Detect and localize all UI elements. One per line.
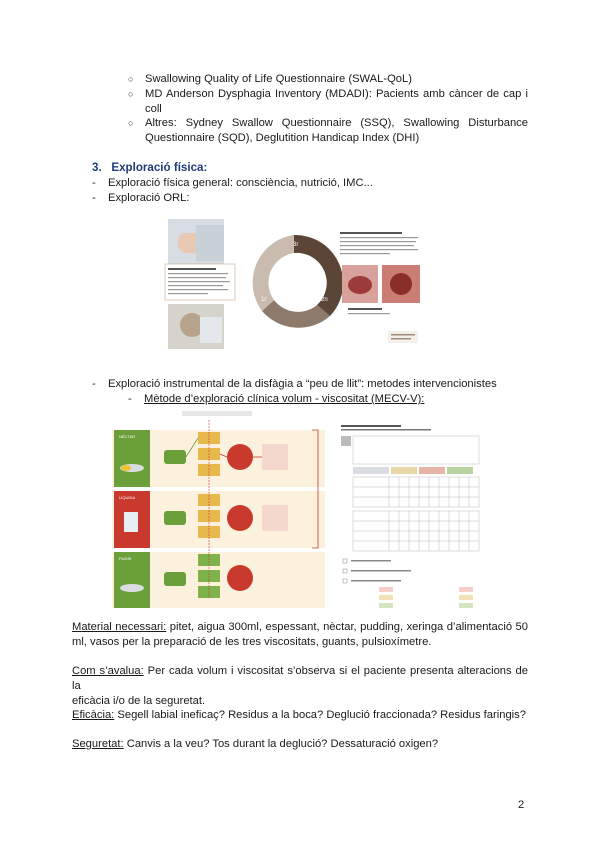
- donut-label-3r: 3r: [293, 242, 299, 248]
- stop-node: [227, 565, 253, 591]
- questionnaire-text: Swallowing Quality of Life Questionnaire (SWAL-QoL): [145, 73, 412, 85]
- efficacy-paragraph: [72, 708, 532, 723]
- questionnaire-text-line: Questionnaire (SQD), Deglutition Handicap Index (DHI): [145, 132, 420, 144]
- header-label: [182, 411, 252, 416]
- paragraph-label: Com s’avalua:: [72, 665, 144, 677]
- orl-figure-graphic: [162, 213, 428, 355]
- paragraph-text: pitet, aigua 300ml, espessant, nèctar, pudding, xeringa d’alimentació 50: [166, 621, 528, 633]
- row-name: PUDIN: [119, 556, 132, 561]
- dash-bullet: -: [92, 378, 96, 390]
- paragraph-label: Material necessari:: [72, 621, 167, 633]
- questionnaire-text-line: coll: [145, 103, 162, 115]
- sheet-title-line: [341, 425, 401, 427]
- circle-bullet: ○: [128, 118, 134, 128]
- text-line: [168, 293, 208, 294]
- questionnaire-text-line: MD Anderson Dysphagia Inventory (MDADI): Pacients amb càncer de cap i: [145, 88, 528, 100]
- paragraph-text: Canvis a la veu? Tos durant la deglució? Dessaturació oxigen?: [123, 738, 439, 750]
- sheet-checkbox: [341, 436, 351, 446]
- mecv-flowchart-figure: [112, 408, 325, 608]
- nectar-icon: [121, 465, 131, 471]
- header-cell: [353, 467, 389, 474]
- section-3-item-1: [92, 176, 373, 191]
- row-name: LÍQUIDA: [119, 495, 136, 500]
- item-text: Exploració ORL:: [108, 192, 190, 204]
- text-line: [168, 285, 223, 286]
- page-number: 2: [518, 799, 525, 811]
- section-3-heading: 3. Exploració física:: [92, 161, 208, 174]
- patient-bed: [196, 225, 224, 261]
- text-line: [168, 277, 226, 278]
- item-text: Exploració instrumental de la disfàgia a “peu de llit”: metodes intervencionistes: [108, 378, 497, 390]
- stop-node: [227, 444, 253, 470]
- mecv-flowchart-graphic: [112, 408, 325, 608]
- flow-node: [164, 511, 186, 525]
- circle-bullet: ○: [128, 89, 134, 99]
- dash-bullet: -: [92, 177, 96, 189]
- evaluation-paragraph: [72, 664, 528, 709]
- logo-line: [391, 334, 415, 336]
- text-line: [348, 308, 382, 310]
- text-line: [340, 237, 418, 238]
- safety-paragraph: [72, 737, 532, 752]
- text-line: [340, 245, 414, 246]
- header-cell: [391, 467, 417, 474]
- text-line: [168, 289, 228, 290]
- oral-cavity: [348, 276, 372, 294]
- exploration-donut: [253, 235, 344, 328]
- flow-node: [164, 450, 186, 464]
- result-cell: [379, 603, 393, 608]
- paragraph-text: ml, vasos per la preparació de les tres viscositats, guants, pulsioxímetre.: [72, 636, 432, 648]
- text-line: [340, 241, 416, 242]
- instrumental-item: [92, 377, 497, 392]
- item-text: Exploració física general: consciència, nutrició, IMC...: [108, 177, 373, 189]
- materials-paragraph: [72, 620, 528, 650]
- mecv-record-sheet: [339, 423, 481, 612]
- questionnaire-item-2: [128, 87, 528, 115]
- donut-segment-1r: [253, 235, 294, 311]
- donut-label-1r: 1r: [261, 297, 267, 303]
- result-cell: [459, 595, 473, 600]
- paragraph-text: eficàcia i/o de la seguretat.: [72, 695, 206, 707]
- spoon-icon: [120, 584, 144, 592]
- dash-bullet: -: [128, 393, 132, 405]
- logo: [388, 331, 418, 343]
- sheet-title-line: [341, 429, 431, 431]
- pharynx: [390, 273, 412, 295]
- result-cell: [379, 595, 393, 600]
- subitem-text: Mètode d’exploració clínica volum - viscositat (MECV-V):: [144, 393, 425, 405]
- header-cell: [447, 467, 473, 474]
- mecv-subitem: [128, 392, 425, 407]
- text-line: [351, 570, 411, 572]
- stop-node: [227, 505, 253, 531]
- section-3-item-2: [92, 191, 190, 206]
- text-line: [340, 249, 418, 250]
- text-line: [168, 281, 230, 282]
- text-line: [348, 313, 390, 314]
- text-line: [168, 268, 216, 270]
- result-cell: [459, 587, 473, 592]
- record-sheet-graphic: [339, 423, 481, 612]
- row-name: NÉCTAR: [119, 434, 136, 439]
- water-glass-icon: [124, 512, 138, 532]
- questionnaire-item-1: [128, 72, 528, 87]
- questionnaire-item-3: [128, 116, 528, 144]
- outcome-box: [262, 444, 288, 470]
- result-cell: [379, 587, 393, 592]
- donut-segment-3r: [294, 235, 343, 316]
- donut-label-2n: 2n: [321, 297, 328, 303]
- result-cell: [459, 603, 473, 608]
- text-line: [340, 253, 390, 254]
- text-line: [340, 232, 402, 234]
- text-line: [168, 273, 228, 274]
- paragraph-text: Per cada volum i viscositat s’observa si el paciente presenta alteracions de la: [72, 665, 528, 692]
- outcome-box: [262, 505, 288, 531]
- questionnaire-text-line: Altres: Sydney Swallow Questionnaire (SSQ), Swallowing Disturbance: [145, 117, 528, 129]
- text-line: [351, 580, 401, 582]
- logo-line: [391, 338, 411, 340]
- circle-bullet: ○: [128, 74, 134, 84]
- text-line: [351, 560, 391, 562]
- patient-cloth: [200, 317, 222, 343]
- paragraph-label: Eficàcia:: [72, 709, 115, 721]
- flow-node: [164, 572, 186, 586]
- dash-bullet: -: [92, 192, 96, 204]
- header-cell: [419, 467, 445, 474]
- paragraph-label: Seguretat:: [72, 738, 124, 750]
- orl-exploration-figure: [162, 213, 428, 355]
- paragraph-text: Segell labial ineficaç? Residus a la boca? Deglució fraccionada? Residus faringis?: [114, 709, 526, 721]
